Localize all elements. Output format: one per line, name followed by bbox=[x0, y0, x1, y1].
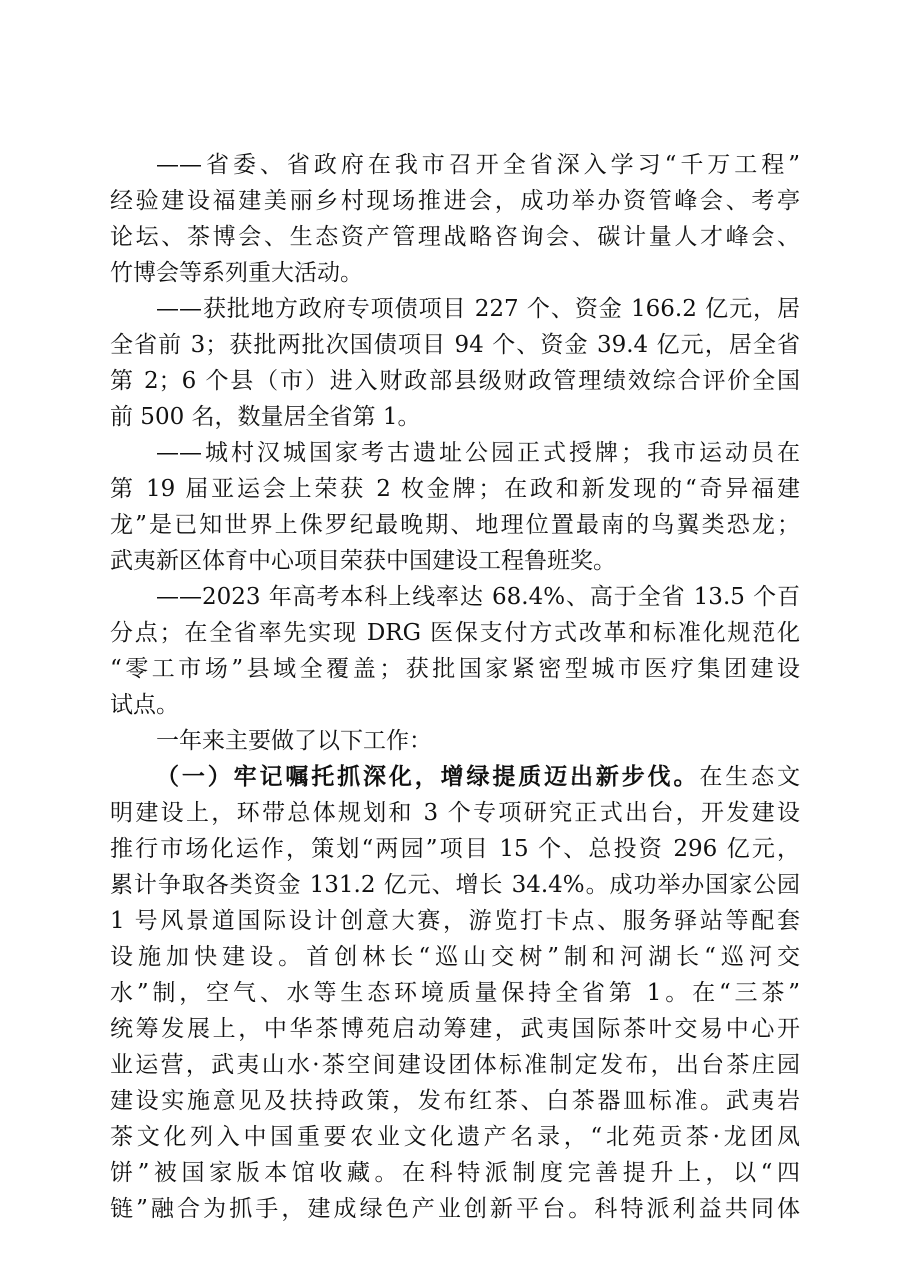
text-line: 全省前 3；获批两批次国债项目 94 个、资金 39.4 亿元，居全省 bbox=[110, 332, 800, 358]
text-line: 第 2；6 个县（市）进入财政部县级财政管理绩效综合评价全国 bbox=[110, 368, 800, 394]
text-line: 明建设上，环带总体规划和 3 个专项研究正式出台，开发建设 bbox=[110, 800, 800, 826]
text-span: 在生态文 bbox=[699, 764, 800, 790]
text-line: ——2023 年高考本科上线率达 68.4%、高于全省 13.5 个百 bbox=[156, 584, 800, 610]
text-line bbox=[110, 759, 800, 795]
text-line: 链”融合为抓手，建成绿色产业创新平台。科特派利益共同体 bbox=[110, 1196, 800, 1222]
section-heading: （一）牢记嘱托抓深化，增绿提质迈出新步伐。 bbox=[156, 764, 700, 790]
text-line: 第 19 届亚运会上荣获 2 枚金牌；在政和新发现的“奇异福建 bbox=[110, 476, 800, 502]
text-line: 统筹发展上，中华茶博苑启动筹建，武夷国际茶叶交易中心开 bbox=[110, 1016, 800, 1042]
text-line: 业运营，武夷山水·茶空间建设团体标准制定发布，出台茶庄园 bbox=[110, 1052, 800, 1078]
text-line: 推行市场化运作，策划“两园”项目 15 个、总投资 296 亿元， bbox=[110, 836, 800, 862]
text-line: 前 500 名，数量居全省第 1。 bbox=[110, 404, 421, 430]
text-line: 论坛、茶博会、生态资产管理战略咨询会、碳计量人才峰会、 bbox=[110, 224, 800, 250]
text-line: 建设实施意见及扶持政策，发布红茶、白茶器皿标准。武夷岩 bbox=[110, 1088, 800, 1114]
text-line: 水”制，空气、水等生态环境质量保持全省第 1。在“三茶” bbox=[110, 980, 800, 1006]
text-line: ——城村汉城国家考古遗址公园正式授牌；我市运动员在 bbox=[156, 440, 800, 466]
paragraph-6 bbox=[110, 759, 800, 1227]
paragraph-3 bbox=[110, 435, 800, 579]
text-line: 竹博会等系列重大活动。 bbox=[110, 260, 363, 286]
text-line: 经验建设福建美丽乡村现场推进会，成功举办资管峰会、考亭 bbox=[110, 188, 800, 214]
text-line: ——获批地方政府专项债项目 227 个、资金 166.2 亿元，居 bbox=[156, 296, 800, 322]
text-line: 试点。 bbox=[110, 692, 179, 718]
text-line: “零工市场”县域全覆盖；获批国家紧密型城市医疗集团建设 bbox=[110, 656, 800, 682]
document-body bbox=[110, 147, 800, 1227]
text-line: ——省委、省政府在我市召开全省深入学习“千万工程” bbox=[156, 152, 800, 178]
paragraph-5 bbox=[110, 723, 800, 759]
paragraph-1 bbox=[110, 147, 800, 291]
text-line: 设施加快建设。首创林长“巡山交树”制和河湖长“巡河交 bbox=[110, 944, 800, 970]
text-line: 1 号风景道国际设计创意大赛，游览打卡点、服务驿站等配套 bbox=[110, 908, 800, 934]
text-line: 累计争取各类资金 131.2 亿元、增长 34.4%。成功举办国家公园 bbox=[110, 872, 800, 898]
text-line: 武夷新区体育中心项目荣获中国建设工程鲁班奖。 bbox=[110, 548, 616, 574]
text-line: 茶文化列入中国重要农业文化遗产名录，“北苑贡茶·龙团凤 bbox=[110, 1124, 800, 1150]
text-line: 饼”被国家版本馆收藏。在科特派制度完善提升上，以“四 bbox=[110, 1160, 800, 1186]
text-line: 一年来主要做了以下工作： bbox=[156, 728, 432, 754]
paragraph-2 bbox=[110, 291, 800, 435]
text-line: 分点；在全省率先实现 DRG 医保支付方式改革和标准化规范化 bbox=[110, 620, 800, 646]
paragraph-4 bbox=[110, 579, 800, 723]
text-line: 龙”是已知世界上侏罗纪最晚期、地理位置最南的鸟翼类恐龙； bbox=[110, 512, 800, 538]
